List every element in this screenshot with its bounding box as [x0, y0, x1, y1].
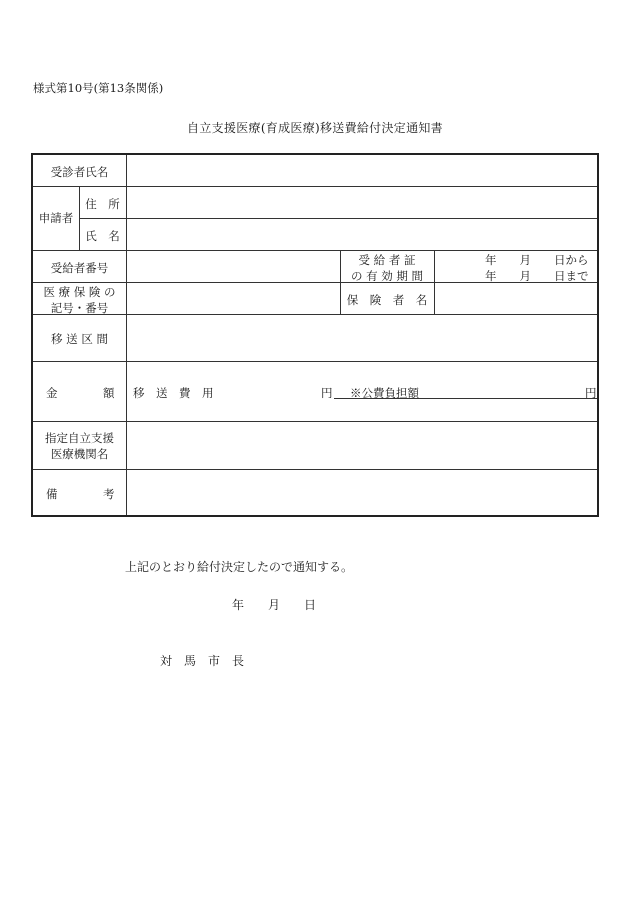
insurance-label-2: 記号・番号: [50, 301, 109, 315]
certificate-period-label-1: 受 給 者 証: [358, 253, 416, 267]
form-table: [31, 153, 599, 517]
yen-unit: 円: [585, 386, 597, 400]
form-number: 様式第10号(第13条関係): [33, 81, 164, 95]
issuer: 対 馬 市 長: [160, 654, 245, 668]
address-label: 住 所: [85, 197, 120, 211]
amount-label-left: 金: [46, 386, 58, 400]
patient-name-label: 受診者氏名: [50, 165, 109, 179]
amount-label-right: 額: [103, 386, 115, 400]
notice-text: 上記のとおり給付決定したので通知する。: [125, 560, 354, 574]
col-divider: [126, 155, 127, 515]
public-burden-label: ※公費負担額: [350, 386, 419, 400]
row-divider: [33, 361, 597, 362]
row-divider: [33, 469, 597, 470]
remarks-label-left: 備: [46, 487, 58, 501]
institution-label-2: 医療機関名: [50, 447, 109, 461]
col-divider: [434, 250, 435, 314]
document-title: 自立支援医療(育成医療)移送費給付決定通知書: [187, 121, 443, 135]
row-divider: [33, 421, 597, 422]
period-from: 年 月 日から: [485, 253, 589, 267]
row-divider: [79, 218, 597, 219]
recipient-number-label: 受給者番号: [50, 261, 109, 275]
name-label: 氏 名: [85, 229, 120, 243]
row-divider: [33, 250, 597, 251]
applicant-label: 申請者: [38, 211, 74, 225]
remarks-label-right: 考: [103, 487, 115, 501]
transport-section-label: 移 送 区 間: [51, 332, 108, 346]
certificate-period-label-2: の 有 効 期 間: [350, 269, 424, 283]
period-to: 年 月 日まで: [485, 269, 589, 283]
transport-cost-label: 移 送 費 用: [133, 386, 214, 400]
issue-date: 年 月 日: [232, 598, 317, 612]
row-divider: [33, 186, 597, 187]
insurer-name-label: 保 険 者 名: [346, 293, 428, 307]
institution-label-1: 指定自立支援: [45, 431, 114, 445]
insurance-label-1: 医 療 保 険 の: [43, 285, 116, 299]
yen-unit: 円: [321, 386, 333, 400]
